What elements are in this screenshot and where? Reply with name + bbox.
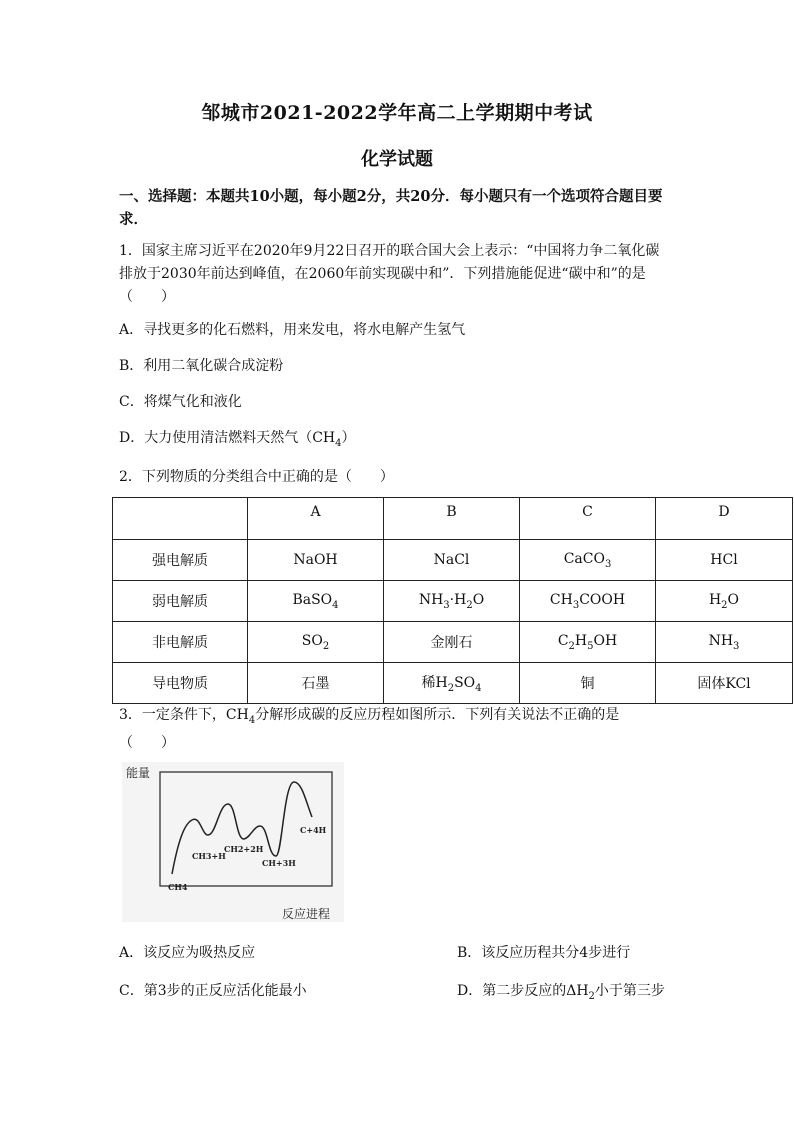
table-header-cell: D (656, 498, 793, 540)
table-cell (520, 540, 656, 581)
q3-stem-prefix: 3．一定条件下，CH (119, 707, 249, 723)
q3-line2: （ ） (119, 734, 175, 751)
section-heading-line2: 求． (119, 211, 148, 228)
table-header-row (113, 498, 793, 540)
formula-part: CH (549, 591, 573, 608)
label-c-4h: C+4H (300, 825, 327, 835)
formula-sub: 2 (568, 640, 575, 652)
table-cell: 金刚石 (384, 622, 520, 663)
q3-option-b: B．该反应历程共分4步进行 (457, 945, 631, 961)
formula-part: O (727, 591, 740, 608)
table-cell (248, 581, 384, 622)
table-cell (248, 622, 384, 663)
page-subtitle: 化学试题 (361, 149, 433, 170)
x-axis-label: 反应进程 (282, 907, 331, 921)
table-cell (656, 622, 793, 663)
q3-option-c: C．第3步的正反应活化能最小 (119, 983, 307, 999)
table-header-cell: C (520, 498, 656, 540)
formula-part: OH (593, 632, 618, 649)
q1-line1: 1．国家主席习近平在2020年9月22日召开的联合国大会上表示：“中国将力争二氧化碳 (119, 243, 660, 259)
table-cell: 固体KCl (656, 663, 793, 704)
page-title: 邹城市2021-2022学年高二上学期期中考试 (201, 102, 593, 124)
table-cell: 铜 (520, 663, 656, 704)
formula-part: NH (418, 591, 444, 608)
table-cell: HCl (656, 540, 793, 581)
table-cell: 石墨 (248, 663, 384, 704)
label-ch3-h: CH3+H (192, 851, 226, 861)
formula-sub: 2 (721, 599, 728, 611)
q3-option-d-prefix: D．第二步反应的ΔH (457, 983, 589, 999)
table-cell (520, 581, 656, 622)
question-3-stem (119, 704, 679, 755)
table-header-cell: B (384, 498, 520, 540)
table-header-cell: A (248, 498, 384, 540)
energy-profile-diagram (122, 762, 344, 922)
q1-option-c: C．将煤气化和液化 (119, 394, 242, 410)
q3-stem-sub: 4 (248, 714, 256, 726)
q1-option-d (119, 428, 679, 454)
question-1-stem (119, 240, 679, 309)
section-heading-line1: 一、选择题：本题共10小题，每小题2分，共20分．每小题只有一个选项符合题目要 (119, 188, 663, 205)
y-axis-label: 能量 (126, 766, 151, 780)
formula-part: C (557, 632, 569, 649)
question-2-stem: 2．下列物质的分类组合中正确的是（ ） (119, 469, 394, 485)
formula-sub: 4 (332, 599, 339, 611)
q3-option-d (457, 981, 757, 1007)
table-cell: NaOH (248, 540, 384, 581)
formula-part: O (472, 591, 485, 608)
formula-sub: 2 (447, 682, 455, 694)
q1-line2: 排放于2030年前达到峰值，在2060年前实现碳中和”．下列措施能促进“碳中和”的是 (119, 266, 646, 282)
formula-sub: 3 (604, 558, 612, 570)
label-ch2-2h: CH2+2H (224, 844, 264, 854)
q1-option-d-suffix: ） (341, 430, 356, 446)
table-cell (384, 663, 520, 704)
table-header-cell (113, 498, 248, 540)
row-label: 弱电解质 (113, 581, 248, 622)
formula-part: NH (708, 632, 734, 649)
formula-part: H (708, 591, 722, 608)
section-heading (119, 185, 689, 231)
q3-stem-suffix: 分解形成碳的反应历程如图所示．下列有关说法不正确的是 (255, 707, 620, 723)
q1-option-a: A．寻找更多的化石燃料，用来发电，将水电解产生氢气 (119, 322, 466, 338)
label-ch-3h: CH+3H (262, 858, 296, 868)
q3-option-d-sub: 2 (588, 990, 595, 1002)
formula-part: 稀H (421, 675, 448, 692)
formula-part: BaSO (292, 591, 333, 608)
formula-part: ·H (449, 591, 467, 608)
formula-part: H (574, 632, 588, 649)
formula-sub: 2 (322, 640, 330, 652)
diagram-background (122, 762, 344, 922)
table-row (113, 581, 793, 622)
formula-sub: 3 (443, 599, 450, 611)
q3-option-a: A．该反应为吸热反应 (119, 945, 256, 961)
q1-line3: （ ） (119, 289, 175, 305)
label-ch4: CH4 (168, 882, 188, 892)
formula-sub: 3 (733, 640, 740, 652)
formula-part: CaCO (563, 550, 605, 567)
row-label: 非电解质 (113, 622, 248, 663)
row-label: 导电物质 (113, 663, 248, 704)
row-label: 强电解质 (113, 540, 248, 581)
q3-line1 (119, 704, 679, 732)
formula-sub: 2 (466, 599, 473, 611)
table-cell (520, 622, 656, 663)
classification-table (112, 497, 793, 704)
formula-part: SO (301, 632, 323, 649)
table-row (113, 663, 793, 704)
q1-option-d-sub: 4 (335, 437, 342, 449)
q1-option-d-prefix: D．大力使用清洁燃料天然气（CH (119, 430, 336, 446)
table-row (113, 540, 793, 581)
table-row (113, 622, 793, 663)
formula-part: COOH (579, 591, 626, 608)
table-cell: NaCl (384, 540, 520, 581)
q3-option-d-suffix: 小于第三步 (594, 983, 665, 999)
formula-sub: 4 (475, 682, 482, 694)
q1-option-b: B．利用二氧化碳合成淀粉 (119, 358, 284, 374)
table-cell (384, 581, 520, 622)
formula-sub: 3 (572, 599, 580, 611)
formula-sub: 5 (587, 640, 594, 652)
table-cell (656, 581, 793, 622)
formula-part: SO (454, 675, 476, 692)
